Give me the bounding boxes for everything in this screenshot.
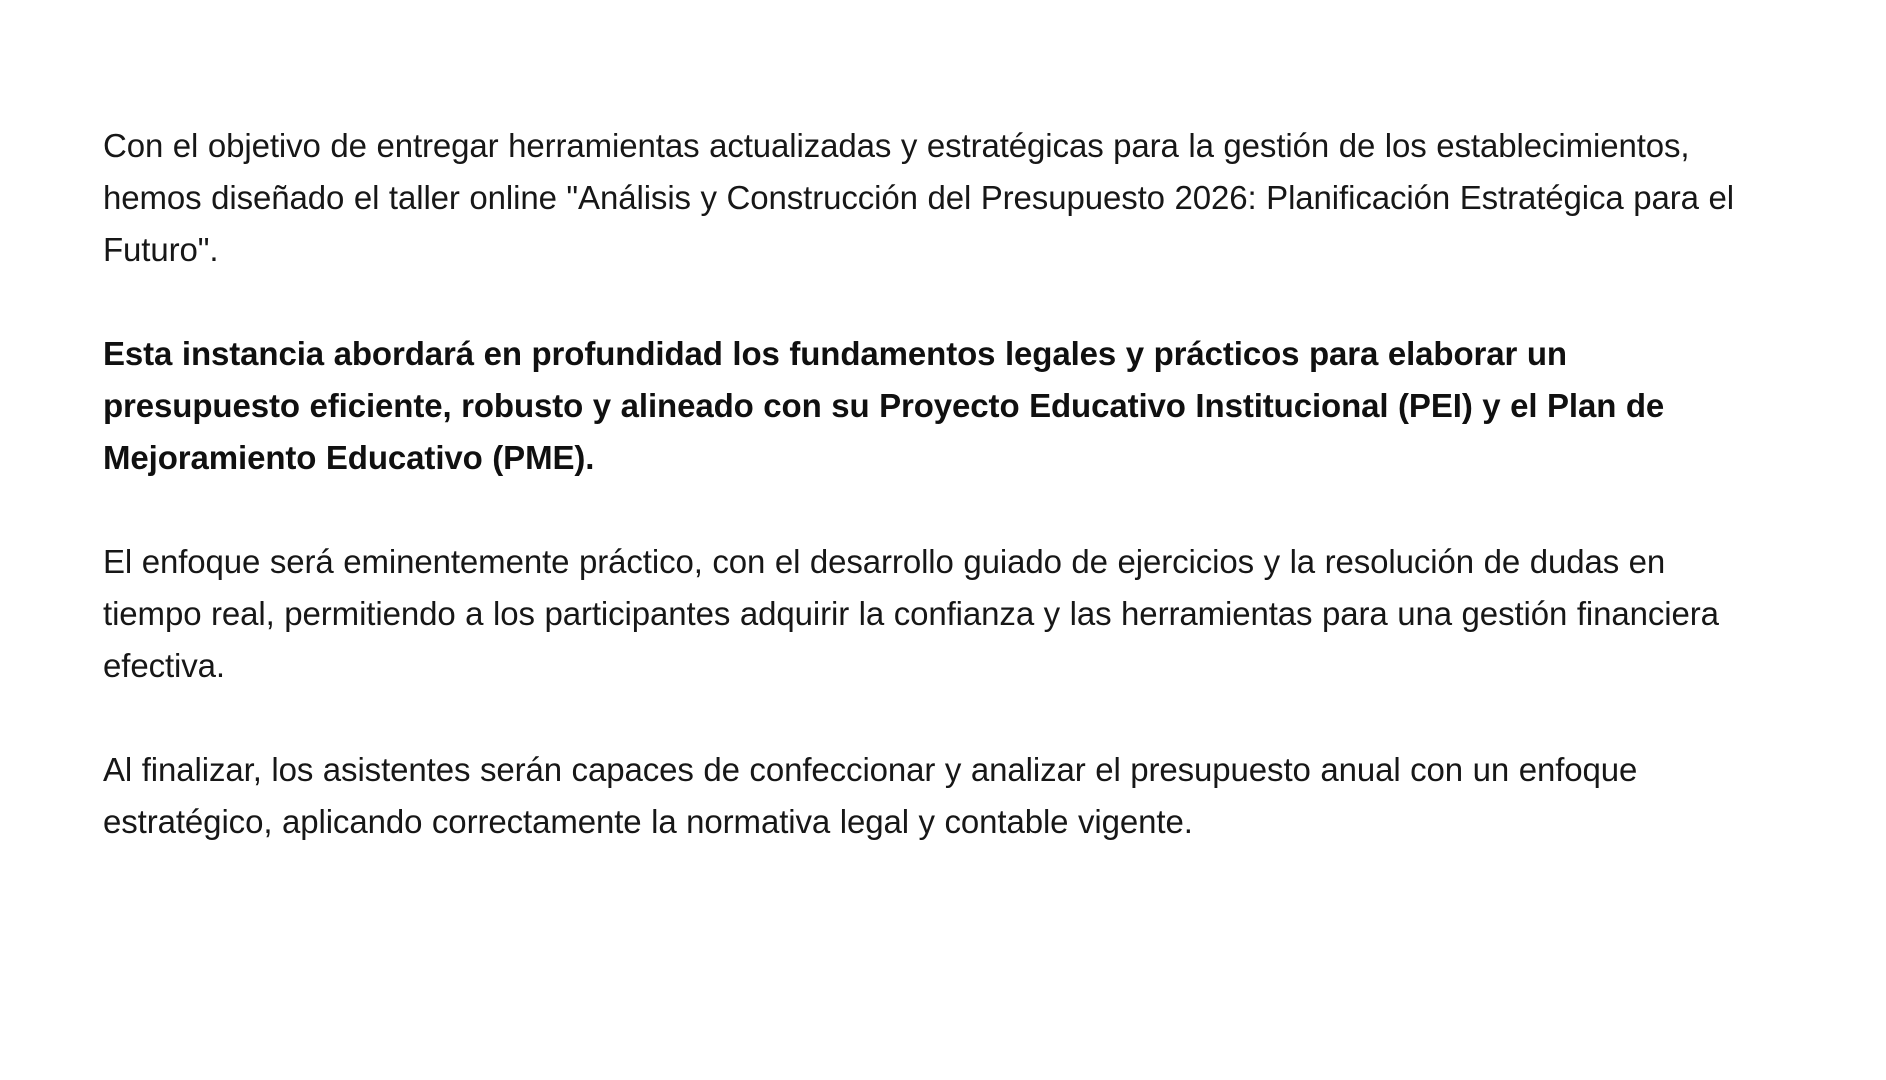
paragraph-alcance: Esta instancia abordará en profundidad los fundamentos legales y prácticos para elaborar un presupuesto eficiente, robusto y alineado con su Proyecto Educativo Institucional (PEI) y el Plan de Mejoramiento Educativo (PME).	[103, 335, 1665, 476]
paragraph-intro: Con el objetivo de entregar herramientas actualizadas y estratégicas para la gestión de los establecimientos, hemos diseñado el taller online "Análisis y Construcción del Presupuesto 2026: Planificación Estratégica para el Futuro".	[103, 127, 1734, 268]
document-body	[103, 120, 1743, 848]
paragraph-enfoque: El enfoque será eminentemente práctico, con el desarrollo guiado de ejercicios y la resolución de dudas en tiempo real, permitiendo a los participantes adquirir la confianza y las herramientas para una gestión financiera efectiva.	[103, 543, 1719, 684]
paragraph-resultado: Al finalizar, los asistentes serán capaces de confeccionar y analizar el presupuesto anual con un enfoque estratégico, aplicando correctamente la normativa legal y contable vigente.	[103, 751, 1638, 840]
